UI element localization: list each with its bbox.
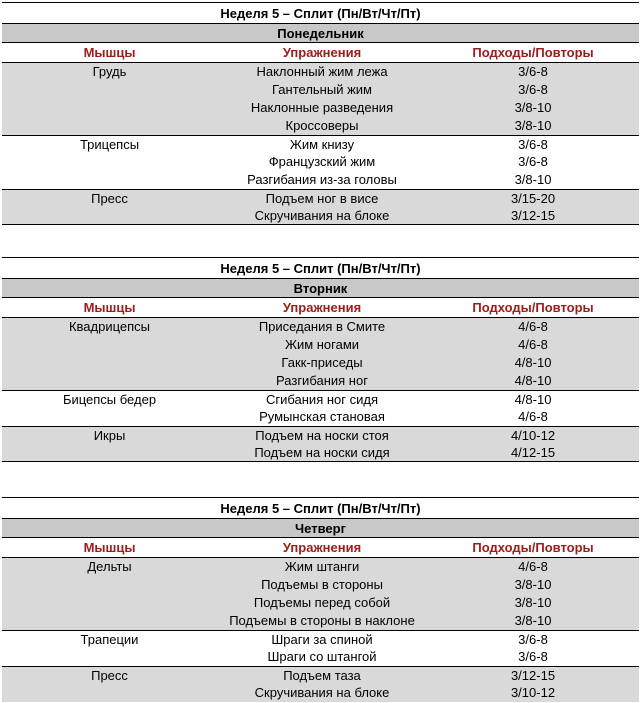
table-row — [2, 576, 639, 594]
header-muscles: Мышцы — [83, 300, 136, 315]
sets-reps: 3/6-8 — [518, 137, 548, 152]
sets-reps: 3/12-15 — [510, 668, 556, 683]
table-row — [2, 81, 639, 99]
table-row — [2, 408, 639, 426]
sets-reps: 4/8-10 — [514, 373, 552, 388]
exercise: Наклонные разведения — [250, 100, 394, 115]
header-muscles: Мышцы — [83, 45, 136, 60]
table-row — [2, 444, 639, 462]
column-headers — [2, 538, 639, 558]
exercise: Шраги со штангой — [267, 649, 377, 664]
table-row — [2, 153, 639, 171]
sets-reps: 3/8-10 — [514, 118, 552, 133]
header-sets-reps: Подходы/Повторы — [472, 300, 594, 315]
exercise: Подъем на носки стоя — [255, 428, 389, 443]
sets-reps: 3/12-15 — [510, 208, 556, 223]
exercise: Подъем ног в висе — [265, 191, 379, 206]
workout-table-tuesday — [2, 257, 639, 462]
header-exercises: Упражнения — [282, 45, 362, 60]
table-title: Неделя 5 – Сплит (Пн/Вт/Чт/Пт) — [2, 497, 639, 518]
sets-reps: 3/6-8 — [518, 154, 548, 169]
muscle-group: Трапеции — [80, 632, 139, 647]
muscle-group: Икры — [93, 428, 126, 443]
exercise: Подъемы в стороны — [261, 577, 383, 592]
sets-reps: 3/6-8 — [518, 632, 548, 647]
exercise: Разгибания из-за головы — [247, 172, 397, 187]
header-exercises: Упражнения — [282, 540, 362, 555]
sets-reps: 3/8-10 — [514, 577, 552, 592]
table-row — [2, 189, 639, 207]
sets-reps: 3/8-10 — [514, 172, 552, 187]
table-row — [2, 630, 639, 648]
header-sets-reps: Подходы/Повторы — [472, 45, 594, 60]
sets-reps: 4/8-10 — [514, 392, 552, 407]
sets-reps: 4/6-8 — [518, 559, 548, 574]
muscle-group: Бицепсы бедер — [62, 392, 157, 407]
sets-reps: 3/15-20 — [510, 191, 556, 206]
exercise: Гакк-приседы — [281, 355, 363, 370]
table-row — [2, 354, 639, 372]
sets-reps: 3/8-10 — [514, 100, 552, 115]
muscle-group: Пресс — [91, 191, 128, 206]
sets-reps: 4/6-8 — [518, 337, 548, 352]
table-row — [2, 336, 639, 354]
table-row — [2, 372, 639, 390]
table-row — [2, 558, 639, 576]
muscle-group: Дельты — [87, 559, 132, 574]
exercise: Подъем таза — [283, 668, 361, 683]
exercise: Шраги за спиной — [271, 632, 373, 647]
muscle-group: Грудь — [92, 64, 127, 79]
day-name: Понедельник — [2, 23, 639, 43]
sets-reps: 4/10-12 — [510, 428, 556, 443]
table-row — [2, 426, 639, 444]
exercise: Скручивания на блоке — [254, 208, 390, 223]
table-row — [2, 207, 639, 225]
workout-table-thursday — [2, 497, 639, 702]
table-row — [2, 117, 639, 135]
table-title: Неделя 5 – Сплит (Пн/Вт/Чт/Пт) — [2, 2, 639, 23]
header-muscles: Мышцы — [83, 540, 136, 555]
sets-reps: 3/8-10 — [514, 613, 552, 628]
muscle-group: Трицепсы — [79, 137, 140, 152]
header-exercises: Упражнения — [282, 300, 362, 315]
day-name: Четверг — [2, 518, 639, 538]
exercise: Сгибания ног сидя — [265, 392, 378, 407]
workout-table-monday — [2, 2, 639, 225]
table-row — [2, 594, 639, 612]
exercise: Приседания в Смите — [258, 319, 386, 334]
exercise: Кроссоверы — [285, 118, 359, 133]
exercise: Жим книзу — [289, 137, 355, 152]
exercise: Подъемы перед собой — [253, 595, 391, 610]
exercise: Скручивания на блоке — [254, 685, 390, 700]
exercise: Румынская становая — [259, 409, 385, 424]
table-row — [2, 648, 639, 666]
table-row — [2, 318, 639, 336]
exercise: Жим ногами — [284, 337, 360, 352]
sets-reps: 3/8-10 — [514, 595, 552, 610]
sets-reps: 3/6-8 — [518, 64, 548, 79]
muscle-group: Пресс — [91, 668, 128, 683]
table-row — [2, 99, 639, 117]
column-headers — [2, 298, 639, 318]
header-sets-reps: Подходы/Повторы — [472, 540, 594, 555]
table-row — [2, 135, 639, 153]
exercise: Разгибания ног — [276, 373, 368, 388]
sets-reps: 3/10-12 — [510, 685, 556, 700]
exercise: Подъемы в стороны в наклоне — [229, 613, 415, 628]
sets-reps: 4/12-15 — [510, 445, 556, 460]
exercise: Гантельный жим — [272, 82, 372, 97]
table-row — [2, 666, 639, 684]
day-name: Вторник — [2, 278, 639, 298]
table-row — [2, 612, 639, 630]
sets-reps: 4/6-8 — [518, 319, 548, 334]
sets-reps: 3/6-8 — [518, 649, 548, 664]
sets-reps: 3/6-8 — [518, 82, 548, 97]
column-headers — [2, 43, 639, 63]
exercise: Наклонный жим лежа — [256, 64, 388, 79]
muscle-group: Квадрицепсы — [68, 319, 151, 334]
sets-reps: 4/8-10 — [514, 355, 552, 370]
table-row — [2, 63, 639, 81]
table-title: Неделя 5 – Сплит (Пн/Вт/Чт/Пт) — [2, 257, 639, 278]
table-row — [2, 390, 639, 408]
sets-reps: 4/6-8 — [518, 409, 548, 424]
table-row — [2, 171, 639, 189]
exercise: Подъем на носки сидя — [254, 445, 390, 460]
table-row — [2, 684, 639, 702]
exercise: Французский жим — [268, 154, 376, 169]
exercise: Жим штанги — [284, 559, 360, 574]
